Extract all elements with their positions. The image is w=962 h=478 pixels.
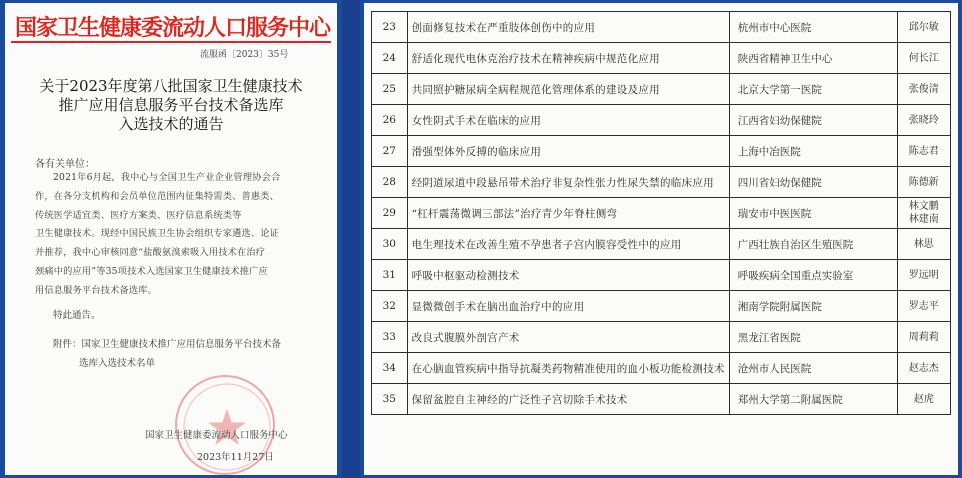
table-row [372,353,951,384]
row-number: 23 [372,12,408,43]
header-red-line [11,41,331,43]
contact-person-name: 张俊清 [908,83,939,95]
contact-person-name: 罗志平 [908,300,939,312]
applicant-org: 瑞安市中医医院 [729,198,897,229]
applicant-org: 广西壮族自治区生殖医院 [729,229,897,260]
table-row [372,291,951,322]
body-line: 卫生健康技术。现经中国民族卫生协会组织专家遴选、论证 [35,228,280,240]
table-row [372,43,951,74]
row-number: 34 [372,353,408,384]
contact-person [897,74,950,105]
table-row [372,322,951,353]
row-number: 31 [372,260,408,291]
technology-name: 滑强型体外反搏的临床应用 [407,136,729,167]
special-note: 特此通告。 [53,310,101,321]
contact-person-name: 陈志君 [908,145,939,157]
contact-person-name: 林建南 [908,214,939,225]
attachment-label: 附件：国家卫生健康技术推广应用信息服务平台技术备 [53,339,282,350]
notice-page [5,3,337,475]
contact-person-name: 陈德新 [908,176,939,188]
row-number: 32 [372,291,408,322]
body-line: 2021年6月起，我中心与全国卫生产业企业管理协会合 [53,172,281,183]
table-row [372,384,951,415]
technology-name: 创面修复技术在严重肢体创伤中的应用 [407,12,729,43]
applicant-org: 江西省妇幼保健院 [729,105,897,136]
body-line: 传统医学适宜类、医疗方案类、医疗信息系统类等 [35,209,242,221]
table-row [372,12,951,43]
contact-person-name: 林文鹏 [908,201,939,212]
row-number: 35 [372,384,408,415]
contact-person [897,167,950,198]
technology-name: 女性阴式手术在临床的应用 [407,105,729,136]
table-row [372,136,951,167]
contact-person [897,12,950,43]
row-number: 29 [372,198,408,229]
table-row [372,105,951,136]
notice-title-line: 入选技术的通告 [118,115,224,133]
technology-name: 在心脑血管疾病中指导抗凝类药物精准使用的血小板功能检测技术 [407,353,729,384]
contact-person-name: 罗远明 [908,269,939,281]
applicant-org: 北京大学第一医院 [729,74,897,105]
applicant-org: 杭州市中心医院 [729,12,897,43]
applicant-org: 黑龙江省医院 [729,322,897,353]
table-row [372,229,951,260]
contact-person-name: 赵虎 [913,393,934,405]
contact-person-name: 张晓玲 [908,114,939,126]
table-row [372,167,951,198]
panel-divider [342,0,360,478]
org-title: 国家卫生健康委流动人口服务中心 [15,15,331,41]
notice-title-line: 推广应用信息服务平台技术备选库 [58,96,284,114]
contact-person-name: 何长江 [908,52,939,64]
attachment-cont: 选库入选技术名单 [79,358,156,369]
row-number: 24 [372,43,408,74]
applicant-org: 郑州大学第二附属医院 [729,384,897,415]
technology-name: 共同照护糖尿病全病程规范化管理体系的建设及应用 [407,74,729,105]
row-number: 28 [372,167,408,198]
applicant-org: 沧州市人民医院 [729,353,897,384]
signature-date: 2023年11月27日 [197,452,274,463]
body-line: 作，在各分支机构和会员单位范围内征集特需类、普惠类、 [35,190,280,202]
body-line: 颈痛中的应用”等35项技术入选国家卫生健康技术推广应 [35,265,268,277]
notice-frame [0,0,342,478]
technology-name: 显微微创手术在脑出血治疗中的应用 [407,291,729,322]
row-number: 25 [372,74,408,105]
applicant-org: 上海中冶医院 [729,136,897,167]
technology-name: “杠杆震荡微调三部法”治疗青少年脊柱侧弯 [407,198,729,229]
technology-name: 舒适化现代电休克治疗技术在精神疾病中规范化应用 [407,43,729,74]
applicant-org: 呼吸疾病全国重点实验室 [729,260,897,291]
contact-person [897,322,950,353]
technology-name: 保留盆腔自主神经的广泛性子宫切除手术技术 [407,384,729,415]
notice-title [15,77,327,134]
applicant-org: 湘南学院附属医院 [729,291,897,322]
contact-person-name: 赵志杰 [908,362,939,374]
row-number: 30 [372,229,408,260]
notice-body [35,169,327,301]
table-frame [360,0,962,478]
technology-name: 改良式腹膜外剖宫产术 [407,322,729,353]
contact-person [897,353,950,384]
table-page [364,3,958,475]
table-row [372,74,951,105]
contact-person-name: 周莉莉 [908,331,939,343]
contact-person [897,136,950,167]
contact-person [897,43,950,74]
technology-name: 呼吸中枢驱动检测技术 [407,260,729,291]
contact-person [897,229,950,260]
technology-name: 电生理技术在改善生殖不孕患者子宫内膜容受性中的应用 [407,229,729,260]
row-number: 26 [372,105,408,136]
contact-person [897,384,950,415]
salutation: 各有关单位： [35,159,95,170]
row-number: 27 [372,136,408,167]
contact-person [897,260,950,291]
applicant-org: 四川省妇幼保健院 [729,167,897,198]
technology-name: 经阴道尿道中段悬吊带术治疗非复杂性张力性尿失禁的临床应用 [407,167,729,198]
body-line: 用信息服务平台技术备选库。 [35,284,158,296]
doc-number: 流服函〔2023〕35号 [200,50,289,60]
table-row [372,198,951,229]
contact-person [897,105,950,136]
body-line: 并推荐，我中心审核同意“盐酸氨溴索吸入用技术在治疗 [35,247,266,259]
attachment-note [53,335,323,373]
contact-person-name: 邱尔敏 [908,21,939,33]
contact-person [897,198,950,229]
notice-title-line: 关于2023年度第八批国家卫生健康技术 [39,77,303,95]
table-row [372,260,951,291]
row-number: 33 [372,322,408,353]
technology-table [371,11,951,415]
applicant-org: 陕西省精神卫生中心 [729,43,897,74]
contact-person [897,291,950,322]
signature-org: 国家卫生健康委流动人口服务中心 [145,430,288,441]
contact-person-name: 林思 [913,238,934,250]
